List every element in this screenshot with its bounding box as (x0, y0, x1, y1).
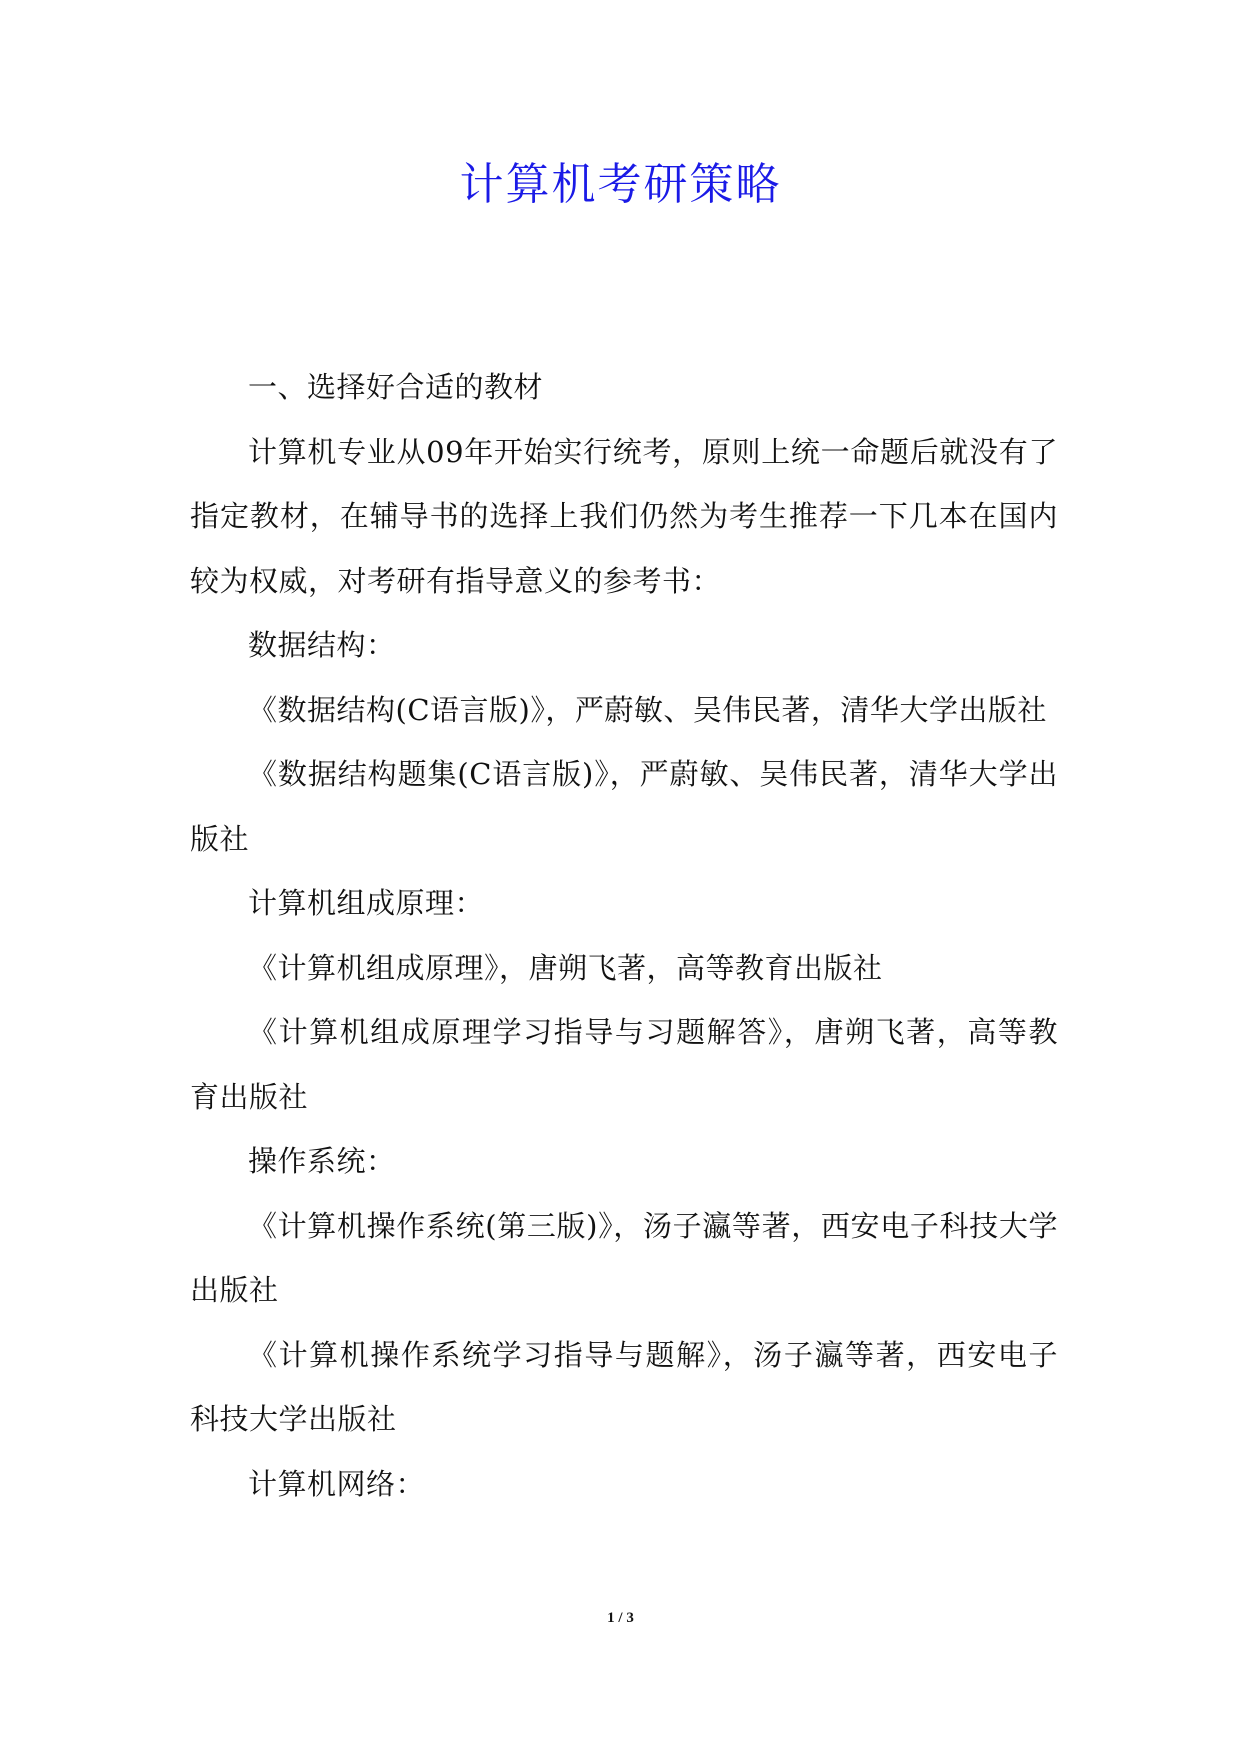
book-entry: 《计算机操作系统学习指导与题解》，汤子瀛等著，西安电子科技大学出版社 (190, 1337, 1058, 1436)
section-heading-textbooks: 一、选择好合适的教材 (248, 370, 544, 404)
subject-heading-operating-systems: 操作系统： (248, 1144, 396, 1178)
book-entry: 《计算机组成原理》，唐朔飞著，高等教育出版社 (248, 950, 883, 985)
document-title: 计算机考研策略 (459, 159, 782, 210)
subject-heading-data-structures: 数据结构： (248, 628, 396, 662)
intro-paragraph: 计算机专业从09年开始实行统考，原则上统一命题后就没有了指定教材，在辅导书的选择上我们仍然为考生推荐一下几本在国内较为权威，对考研有指导意义的参考书： (190, 434, 1058, 598)
document-body (190, 355, 1058, 1516)
page-number: 1 / 3 (607, 1610, 634, 1626)
book-entry: 《数据结构(C语言版)》，严蔚敏、吴伟民著，清华大学出版社 (248, 692, 1047, 727)
book-entry: 《数据结构题集(C语言版)》，严蔚敏、吴伟民著，清华大学出版社 (190, 757, 1058, 856)
subject-heading-computer-organization: 计算机组成原理： (248, 886, 485, 920)
book-entry: 《计算机组成原理学习指导与习题解答》，唐朔飞著，高等教育出版社 (190, 1015, 1058, 1114)
subject-heading-computer-networks: 计算机网络： (248, 1466, 426, 1501)
book-entry: 《计算机操作系统(第三版)》，汤子瀛等著，西安电子科技大学出版社 (190, 1208, 1058, 1307)
